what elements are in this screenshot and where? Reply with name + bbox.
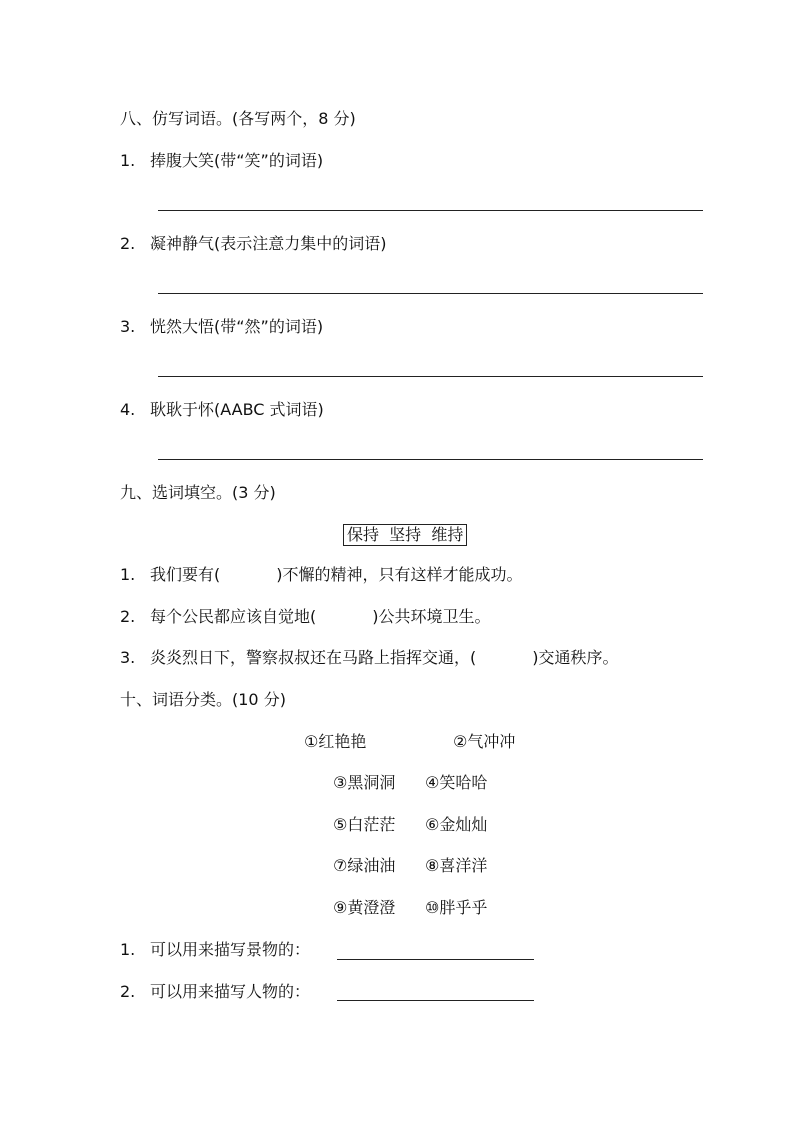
section-10-item-2 <box>120 981 310 1003</box>
answer-line-8-1[interactable] <box>158 210 703 211</box>
item-number: 1. <box>120 565 136 584</box>
section-8-item-2 <box>120 233 387 255</box>
sentence-after-blank: )不懈的精神，只有这样才能成功。 <box>276 565 523 584</box>
word-option: ⑩胖乎乎 <box>425 898 488 917</box>
word-option: ⑥金灿灿 <box>425 815 488 834</box>
item-prompt: 可以用来描写景物的： <box>150 940 311 959</box>
item-prompt: 凝神静气(表示注意力集中的词语) <box>150 234 387 253</box>
sentence-before-blank: 我们要有( <box>150 565 221 584</box>
word-choices: 保持 坚持 维持 <box>347 525 464 544</box>
sentence-before-blank: 炎炎烈日下，警察叔叔还在马路上指挥交通，( <box>150 648 477 667</box>
section-10-title: 十、词语分类。(10 分) <box>120 690 286 709</box>
item-number: 2. <box>120 234 136 253</box>
answer-line-8-4[interactable] <box>158 459 703 460</box>
sentence-after-blank: )交通秩序。 <box>532 648 619 667</box>
item-number: 2. <box>120 607 136 626</box>
answer-line-10-1[interactable] <box>337 959 534 960</box>
section-9-item-2 <box>120 606 491 628</box>
item-prompt: 耿耿于怀(AABC 式词语) <box>150 400 324 419</box>
word-option: ②气冲冲 <box>453 732 516 751</box>
answer-line-8-3[interactable] <box>158 376 703 377</box>
section-8-item-1 <box>120 150 323 172</box>
section-8-item-3 <box>120 316 323 338</box>
item-number: 4. <box>120 400 136 419</box>
answer-line-8-2[interactable] <box>158 293 703 294</box>
word-choice-box <box>343 524 467 546</box>
sentence-after-blank: )公共环境卫生。 <box>372 607 491 626</box>
word-option: ④笑哈哈 <box>425 773 488 792</box>
sentence-before-blank: 每个公民都应该自觉地( <box>150 607 317 626</box>
item-number: 3. <box>120 317 136 336</box>
item-prompt: 捧腹大笑(带“笑”的词语) <box>150 151 324 170</box>
word-option: ①红艳艳 <box>304 732 367 751</box>
word-option: ⑦绿油油 <box>333 856 396 875</box>
section-10-item-1 <box>120 939 310 961</box>
section-9-item-3 <box>120 647 619 669</box>
section-8-item-4 <box>120 399 324 421</box>
word-option: ⑨黄澄澄 <box>333 898 396 917</box>
item-number: 2. <box>120 982 136 1001</box>
section-9-title: 九、选词填空。(3 分) <box>120 483 276 502</box>
section-8-title: 八、仿写词语。(各写两个，8 分) <box>120 109 356 128</box>
item-number: 3. <box>120 648 136 667</box>
word-option: ③黑洞洞 <box>333 773 396 792</box>
item-prompt: 可以用来描写人物的： <box>150 982 311 1001</box>
answer-line-10-2[interactable] <box>337 1000 534 1001</box>
item-prompt: 恍然大悟(带“然”的词语) <box>150 317 324 336</box>
item-number: 1. <box>120 151 136 170</box>
section-9-item-1 <box>120 564 523 586</box>
word-option: ⑧喜洋洋 <box>425 856 488 875</box>
item-number: 1. <box>120 940 136 959</box>
word-option: ⑤白茫茫 <box>333 815 396 834</box>
